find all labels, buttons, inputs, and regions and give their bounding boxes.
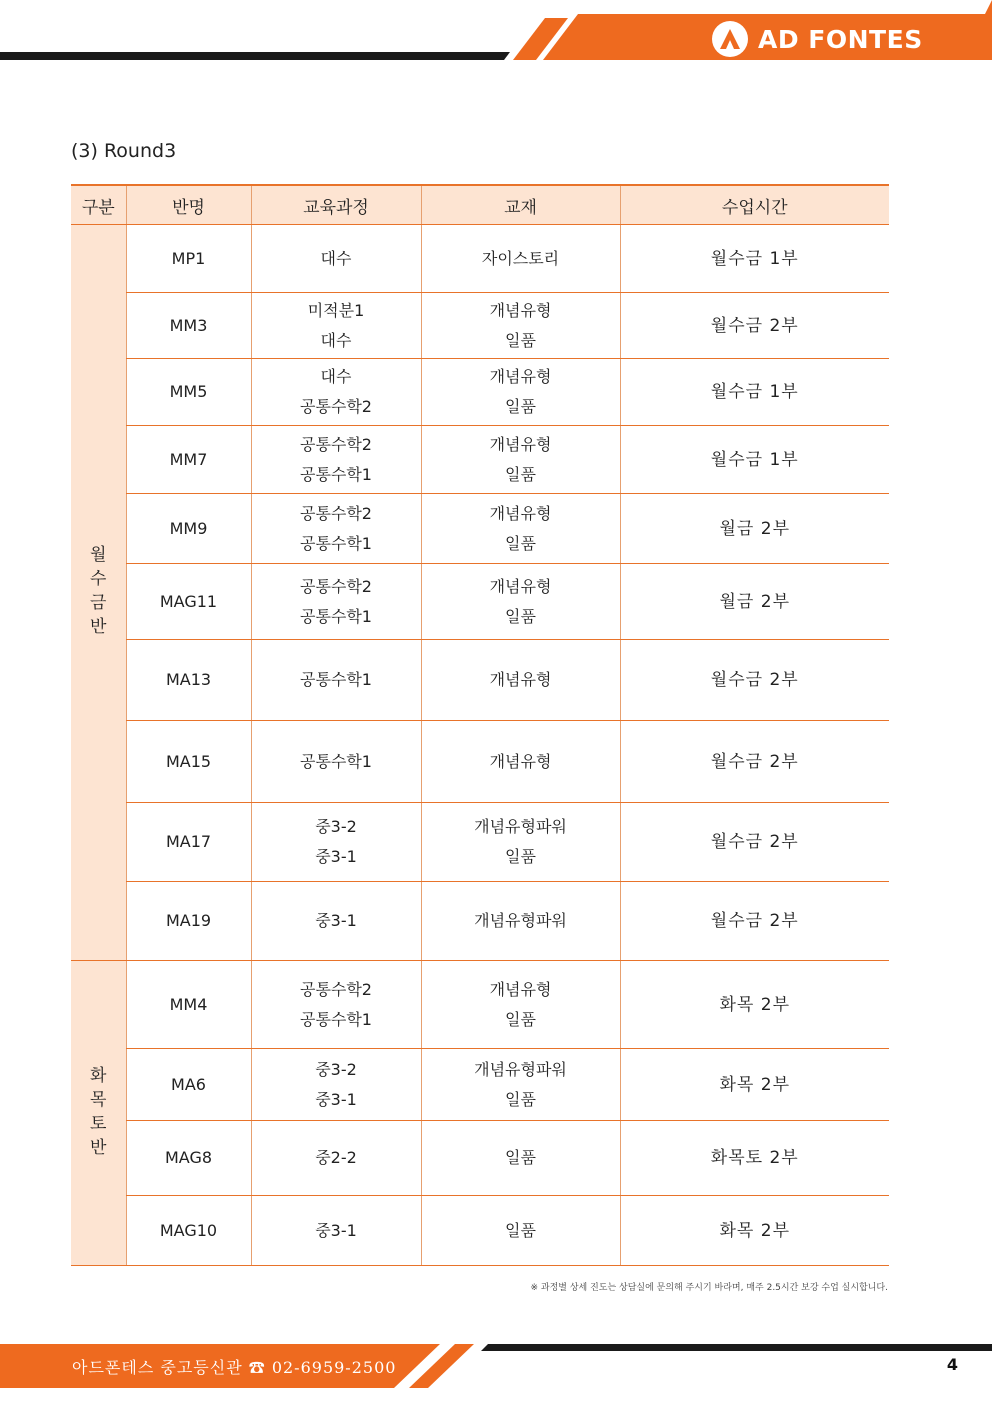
book-line: 개념유형	[489, 576, 552, 596]
footnote: ※ 과정별 상세 진도는 상담실에 문의해 주시기 바라며, 매주 2.5시간 보강 수업 실시합니다.	[530, 1283, 888, 1293]
brand-logo	[712, 20, 923, 58]
book-line: 개념유형파워	[474, 1059, 567, 1079]
course-line: 공통수학1	[299, 533, 372, 553]
course-cell	[251, 359, 421, 426]
course-line: 대수	[320, 330, 352, 350]
course-line: 중3-2	[315, 817, 357, 836]
course-line: 중3-1	[315, 1089, 357, 1109]
course-line: 중3-1	[315, 1220, 357, 1240]
book-line: 개념유형파워	[474, 911, 567, 930]
table-row	[71, 494, 889, 564]
course-line: 공통수학2	[299, 979, 372, 999]
table-row	[71, 1196, 889, 1266]
course-line: 공통수학1	[299, 464, 372, 484]
course-line: 중2-2	[315, 1148, 357, 1167]
class-time-cell: 월수금 2부	[620, 293, 889, 359]
book-line: 개념유형	[489, 503, 552, 523]
course-line: 공통수학1	[299, 1009, 372, 1029]
book-cell	[421, 225, 620, 293]
class-name-cell: MA13	[126, 640, 251, 721]
book-cell	[421, 640, 620, 721]
page-number: 4	[946, 1355, 958, 1374]
class-name-cell: MAG11	[126, 564, 251, 640]
course-line: 대수	[320, 367, 352, 386]
book-cell	[421, 1121, 620, 1196]
course-cell	[251, 882, 421, 961]
class-name-cell: MM7	[126, 426, 251, 494]
group-label-cell	[71, 225, 126, 961]
class-time-cell: 월수금 2부	[620, 803, 889, 882]
course-cell	[251, 640, 421, 721]
course-line: 공통수학1	[299, 751, 372, 771]
course-line: 공통수학2	[299, 576, 372, 596]
group-label: 화목토반	[90, 1065, 107, 1158]
course-line: 중3-1	[315, 911, 357, 930]
course-cell	[251, 564, 421, 640]
book-line: 일품	[505, 1220, 536, 1240]
class-time-cell: 화목토 2부	[620, 1121, 889, 1196]
brand-name: AD FONTES	[758, 24, 923, 54]
course-cell	[251, 803, 421, 882]
class-time-cell: 월금 2부	[620, 494, 889, 564]
class-time-cell: 화목 2부	[620, 1196, 889, 1266]
course-cell	[251, 961, 421, 1049]
course-cell	[251, 225, 421, 293]
book-line: 개념유형파워	[474, 817, 567, 836]
course-line: 공통수학2	[299, 434, 372, 454]
table-header-row	[71, 185, 889, 225]
book-line: 일품	[505, 606, 536, 626]
book-line: 일품	[505, 397, 536, 416]
class-name-cell: MM4	[126, 961, 251, 1049]
book-line: 자이스토리	[481, 248, 560, 268]
col-header: 구분	[71, 185, 126, 225]
book-line: 개념유형	[489, 300, 552, 320]
table-row	[71, 359, 889, 426]
logo-a-icon	[712, 21, 748, 57]
table-row	[71, 426, 889, 494]
class-name-cell: MA6	[126, 1049, 251, 1121]
book-line: 개념유형	[489, 979, 552, 999]
book-cell	[421, 426, 620, 494]
class-name-cell: MM3	[126, 293, 251, 359]
class-time-cell: 월수금 1부	[620, 225, 889, 293]
footer-contact: 아드폰테스 중고등신관 ☎ 02-6959-2500	[72, 1358, 397, 1377]
course-line: 공통수학2	[299, 503, 372, 523]
col-header: 교육과정	[251, 185, 421, 225]
book-cell	[421, 803, 620, 882]
book-line: 개념유형	[489, 367, 552, 386]
book-line: 개념유형	[489, 434, 552, 454]
class-time-cell: 월수금 1부	[620, 359, 889, 426]
col-header: 수업시간	[620, 185, 889, 225]
book-cell	[421, 359, 620, 426]
book-line: 일품	[505, 533, 536, 553]
book-line: 일품	[505, 1148, 536, 1167]
group-label: 월수금반	[90, 545, 107, 637]
book-line: 일품	[505, 464, 536, 484]
course-cell	[251, 1196, 421, 1266]
class-name-cell: MAG10	[126, 1196, 251, 1266]
class-name-cell: MM5	[126, 359, 251, 426]
schedule-table	[71, 184, 889, 1266]
course-line: 미적분1	[307, 300, 365, 320]
book-line: 일품	[505, 1089, 536, 1109]
group-label-cell	[71, 961, 126, 1266]
book-line: 일품	[505, 330, 536, 350]
book-line: 개념유형	[489, 670, 552, 689]
book-cell	[421, 961, 620, 1049]
course-cell	[251, 721, 421, 803]
class-time-cell: 월금 2부	[620, 564, 889, 640]
class-time-cell: 월수금 2부	[620, 721, 889, 803]
book-line: 일품	[505, 1009, 536, 1029]
course-line: 공통수학1	[299, 670, 372, 689]
class-time-cell: 월수금 1부	[620, 426, 889, 494]
book-line: 개념유형	[489, 751, 552, 771]
table-row	[71, 961, 889, 1049]
course-line: 중3-2	[315, 1059, 357, 1079]
book-cell	[421, 494, 620, 564]
table-row	[71, 1121, 889, 1196]
book-cell	[421, 564, 620, 640]
table-row	[71, 564, 889, 640]
table-row	[71, 225, 889, 293]
table-row	[71, 293, 889, 359]
course-line: 중3-1	[315, 847, 357, 866]
section-title: (3) Round3	[71, 140, 177, 162]
table-row	[71, 640, 889, 721]
col-header: 교재	[421, 185, 620, 225]
book-cell	[421, 1196, 620, 1266]
course-cell	[251, 1121, 421, 1196]
book-cell	[421, 721, 620, 803]
course-cell	[251, 1049, 421, 1121]
course-cell	[251, 426, 421, 494]
course-cell	[251, 293, 421, 359]
book-cell	[421, 293, 620, 359]
table-row	[71, 882, 889, 961]
book-cell	[421, 882, 620, 961]
course-line: 대수	[320, 248, 352, 268]
class-time-cell: 화목 2부	[620, 961, 889, 1049]
class-time-cell: 월수금 2부	[620, 882, 889, 961]
course-line: 공통수학1	[299, 606, 372, 626]
table-row	[71, 721, 889, 803]
book-cell	[421, 1049, 620, 1121]
table-row	[71, 803, 889, 882]
table-row	[71, 1049, 889, 1121]
book-line: 일품	[505, 847, 536, 866]
class-time-cell: 화목 2부	[620, 1049, 889, 1121]
col-header: 반명	[126, 185, 251, 225]
class-name-cell: MM9	[126, 494, 251, 564]
course-line: 공통수학2	[299, 397, 372, 416]
class-name-cell: MA19	[126, 882, 251, 961]
class-name-cell: MP1	[126, 225, 251, 293]
class-time-cell: 월수금 2부	[620, 640, 889, 721]
class-name-cell: MA15	[126, 721, 251, 803]
class-name-cell: MAG8	[126, 1121, 251, 1196]
course-cell	[251, 494, 421, 564]
class-name-cell: MA17	[126, 803, 251, 882]
